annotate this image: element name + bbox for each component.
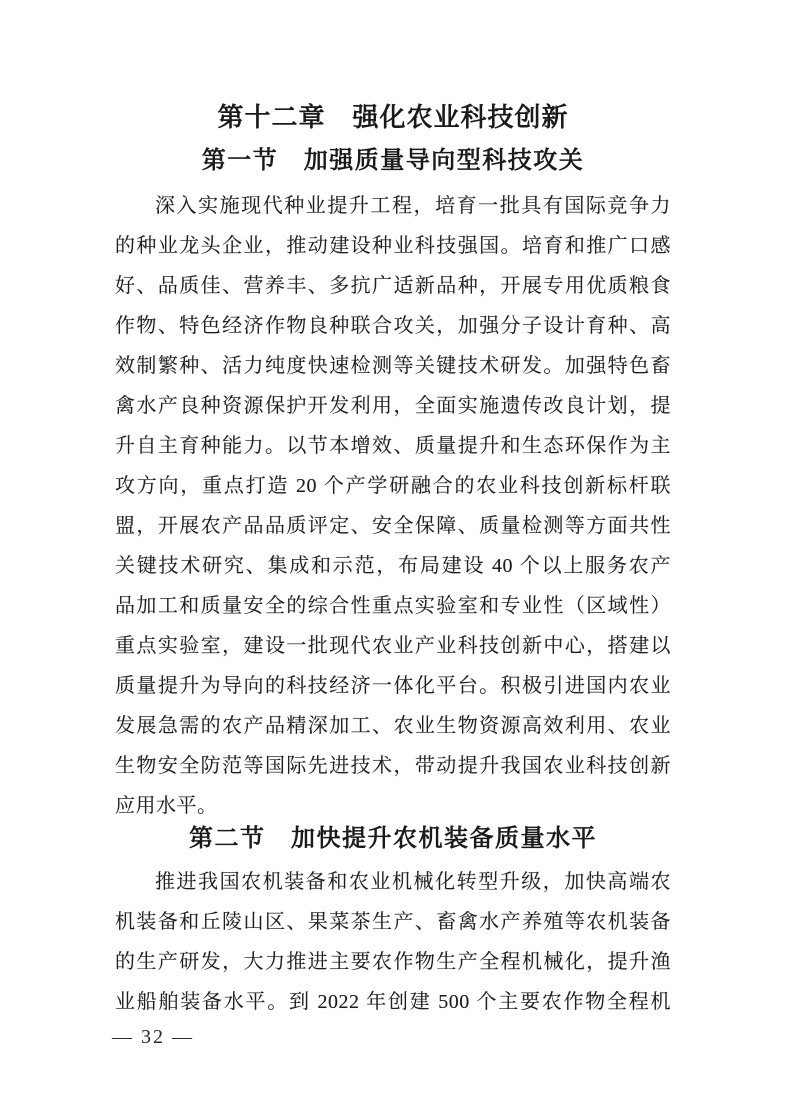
section-1-heading: 第一节 加强质量导向型科技攻关 bbox=[201, 148, 585, 174]
text-line: 升自主育种能力。以节本增效、质量提升和生态环保作为主 bbox=[115, 435, 671, 457]
text-line: 生物安全防范等国际先进技术，带动提升我国农业科技创新 bbox=[115, 755, 671, 777]
section-2-paragraph bbox=[115, 862, 671, 1022]
text-line: 盟，开展农产品品质评定、安全保障、质量检测等方面共性 bbox=[115, 515, 671, 537]
text-line: 应用水平。 bbox=[115, 795, 218, 817]
text-line: 的生产研发，大力推进主要农作物生产全程机械化，提升渔 bbox=[115, 951, 671, 973]
text-line: 业船舶装备水平。到 2022 年创建 500 个主要农作物全程机 bbox=[115, 991, 671, 1013]
text-line: 效制繁种、活力纯度快速检测等关键技术研发。加强特色畜 bbox=[115, 355, 671, 377]
text-line: 重点实验室，建设一批现代农业产业科技创新中心，搭建以 bbox=[115, 635, 671, 657]
text-line: 禽水产良种资源保护开发利用，全面实施遗传改良计划，提 bbox=[115, 395, 671, 417]
chapter-title: 第十二章 强化农业科技创新 bbox=[217, 102, 569, 132]
text-line: 作物、特色经济作物良种联合攻关，加强分子设计育种、高 bbox=[115, 315, 671, 337]
text-line: 攻方向，重点打造 20 个产学研融合的农业科技创新标杆联 bbox=[115, 475, 671, 497]
text-line: 发展急需的农产品精深加工、农业生物资源高效利用、农业 bbox=[115, 715, 671, 737]
text-line: 质量提升为导向的科技经济一体化平台。积极引进国内农业 bbox=[115, 675, 671, 697]
text-line: 的种业龙头企业，推动建设种业科技强国。培育和推广口感 bbox=[115, 235, 671, 257]
page-number: — 32 — bbox=[112, 1026, 194, 1048]
text-line: 推进我国农机装备和农业机械化转型升级，加快高端农 bbox=[155, 871, 671, 893]
section-2-heading: 第二节 加快提升农机装备质量水平 bbox=[189, 826, 597, 852]
section-1-paragraph bbox=[115, 186, 671, 826]
text-line: 关键技术研究、集成和示范，布局建设 40 个以上服务农产 bbox=[115, 555, 671, 577]
text-line: 品加工和质量安全的综合性重点实验室和专业性（区域性） bbox=[115, 595, 671, 617]
text-line: 机装备和丘陵山区、果菜茶生产、畜禽水产养殖等农机装备 bbox=[115, 911, 671, 933]
text-line: 深入实施现代种业提升工程，培育一批具有国际竞争力 bbox=[155, 195, 671, 217]
text-line: 好、品质佳、营养丰、多抗广适新品种，开展专用优质粮食 bbox=[115, 275, 671, 297]
